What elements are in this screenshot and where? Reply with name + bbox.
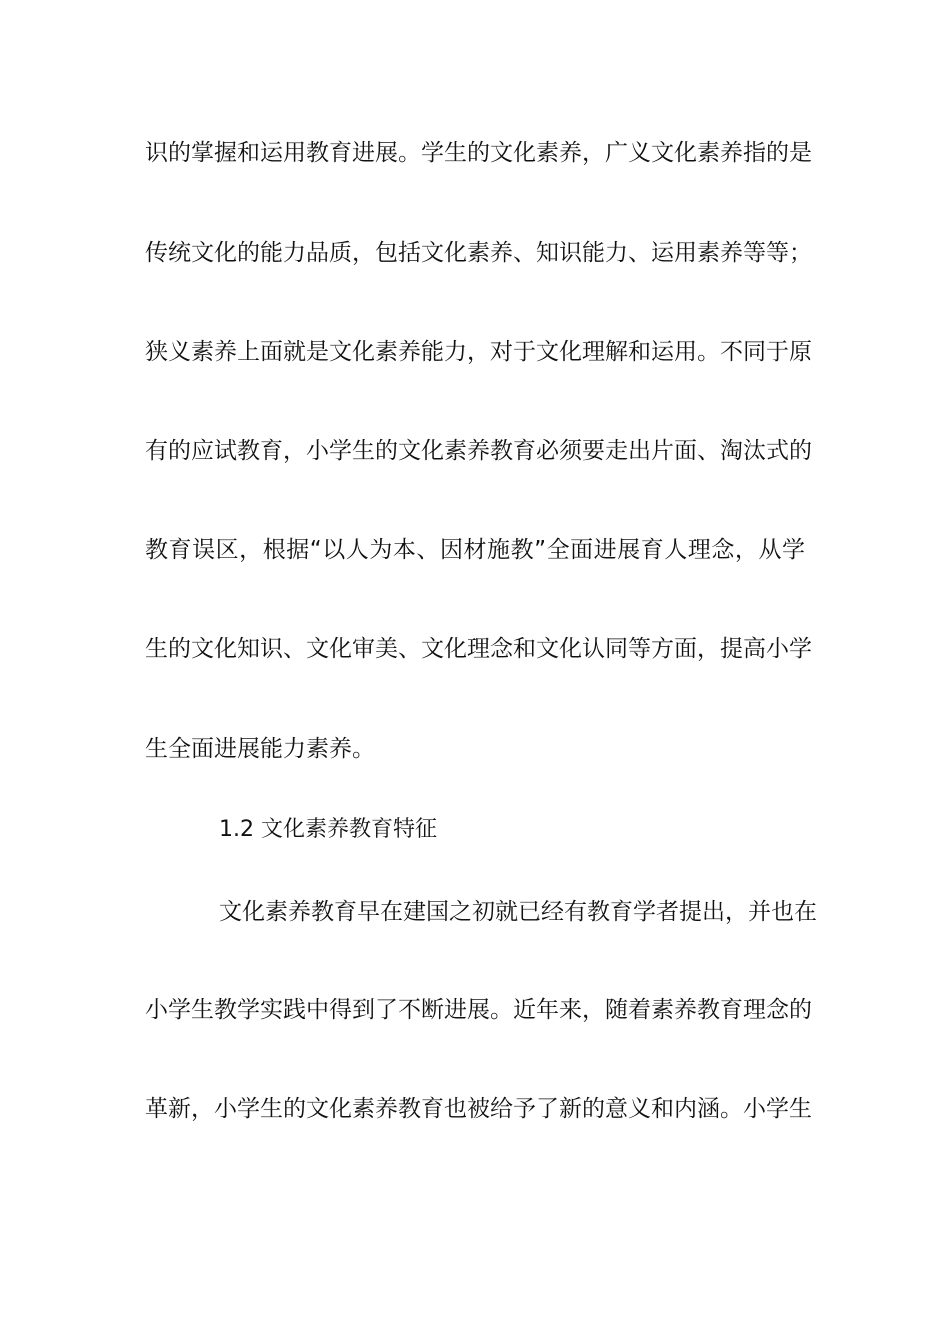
paragraph-1-line-7: 生全面进展能力素养。	[145, 736, 375, 762]
paragraph-1-line-6: 生的文化知识、文化审美、文化理念和文化认同等方面，提高小学	[145, 636, 812, 662]
paragraph-2-line-1: 文化素养教育早在建国之初就已经有教育学者提出，并也在	[219, 899, 817, 925]
paragraph-1-line-1: 识的掌握和运用教育进展。学生的文化素养，广义文化素养指的是	[145, 140, 812, 166]
section-heading: 1.2 文化素养教育特征	[219, 817, 437, 842]
paragraph-1-line-2: 传统文化的能力品质，包括文化素养、知识能力、运用素养等等；	[145, 240, 812, 266]
paragraph-1-line-4: 有的应试教育，小学生的文化素养教育必须要走出片面、淘汰式的	[145, 438, 812, 464]
paragraph-2-line-3: 革新，小学生的文化素养教育也被给予了新的意义和内涵。小学生	[145, 1096, 812, 1122]
paragraph-1-line-5: 教育误区，根据“以人为本、因材施教”全面进展育人理念，从学	[145, 537, 805, 563]
paragraph-2-line-2: 小学生教学实践中得到了不断进展。近年来，随着素养教育理念的	[145, 997, 812, 1023]
paragraph-1-line-3: 狭义素养上面就是文化素养能力，对于文化理解和运用。不同于原	[145, 339, 812, 365]
